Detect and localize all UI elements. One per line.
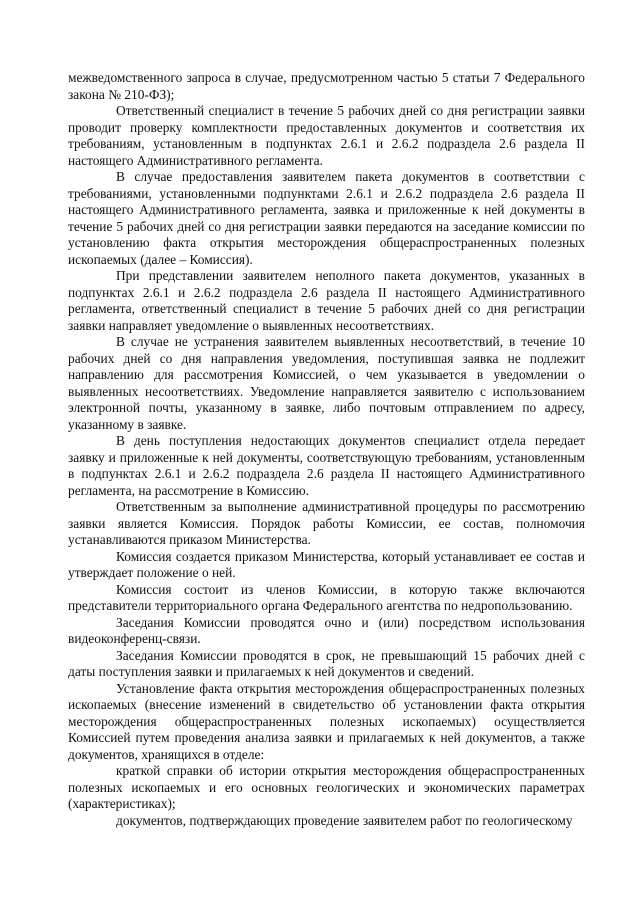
list-item-2: документов, подтверждающих проведение заявителем работ по геологическому (116, 812, 573, 828)
paragraph-11: Заседания Комиссии проводятся в срок, не превышающий 15 рабочих дней с даты поступления заявки и прилагаемых к ней документов и сведений. (68, 647, 585, 679)
document-page (68, 70, 585, 829)
paragraph-4: При представлении заявителем неполного пакета документов, указанных в подпунктах 2.6.1 и 2.6.2 подраздела 2.6 раздела II настоящего Административного регламента, ответственный специалист в течение 5 рабочих дней со дня регистрации заявки направляет уведомление о выявленных несоответствиях. (68, 268, 585, 333)
paragraph-9: Комиссия состоит из членов Комиссии, в которую также включаются представители территориального органа Федерального агентства по недропользованию. (68, 581, 585, 613)
paragraph-8: Комиссия создается приказом Министерства, который устанавливает ее состав и утверждает положение о ней. (68, 548, 585, 580)
paragraph-12: Установление факта открытия месторождения общераспространенных полезных ископаемых (внесение изменений в свидетельство об установлении факта открытия месторождения общераспространенных полезных ископаемых) осуществляется Комиссией путем проведения анализа заявки и прилагаемых к ней документов, а также документов, хранящихся в отделе: (68, 680, 585, 762)
paragraph-3: В случае предоставления заявителем пакета документов в соответствии с требованиями, установленными подпунктами 2.6.1 и 2.6.2 подраздела 2.6 раздела II настоящего Административного регламента, заявка и приложенные к ней документы в течение 5 рабочих дней со дня регистрации заявки передаются на заседание комиссии по установлению факта открытия месторождения общераспространенных полезных ископаемых (далее – Комиссия). (68, 169, 585, 267)
paragraph-6: В день поступления недостающих документов специалист отдела передает заявку и приложенные к ней документы, соответствующую требованиям, установленным в подпунктах 2.6.1 и 2.6.2 подраздела 2.6 раздела II настоящего Административного регламента, на рассмотрение в Комиссию. (68, 433, 585, 498)
list-item-1: краткой справки об истории открытия месторождения общераспространенных полезных ископаемых и его основных геологических и экономических параметрах (характеристиках); (68, 763, 585, 811)
paragraph-5: В случае не устранения заявителем выявленных несоответствий, в течение 10 рабочих дней со дня направления уведомления, поступившая заявка не подлежит направлению для рассмотрения Комиссией, о чем указывается в уведомлении о выявленных несоответствиях. Уведомление направляется заявителю с использованием электронной почты, указанному в заявке, либо почтовым отправлением по адресу, указанному в заявке. (68, 334, 585, 432)
paragraph-7: Ответственным за выполнение административной процедуры по рассмотрению заявки является Комиссия. Порядок работы Комиссии, ее состав, полномочия устанавливаются приказом Министерства. (68, 499, 585, 547)
paragraph-2: Ответственный специалист в течение 5 рабочих дней со дня регистрации заявки проводит проверку комплектности предоставленных документов и соответствия их требованиям, установленным в подпунктах 2.6.1 и 2.6.2 подраздела 2.6 раздела II настоящего Административного регламента. (68, 103, 585, 168)
paragraph-1: межведомственного запроса в случае, предусмотренном частью 5 статьи 7 Федерального закона № 210-ФЗ); (68, 70, 585, 102)
paragraph-10: Заседания Комиссии проводятся очно и (или) посредством использования видеоконференц-связи. (68, 614, 585, 646)
